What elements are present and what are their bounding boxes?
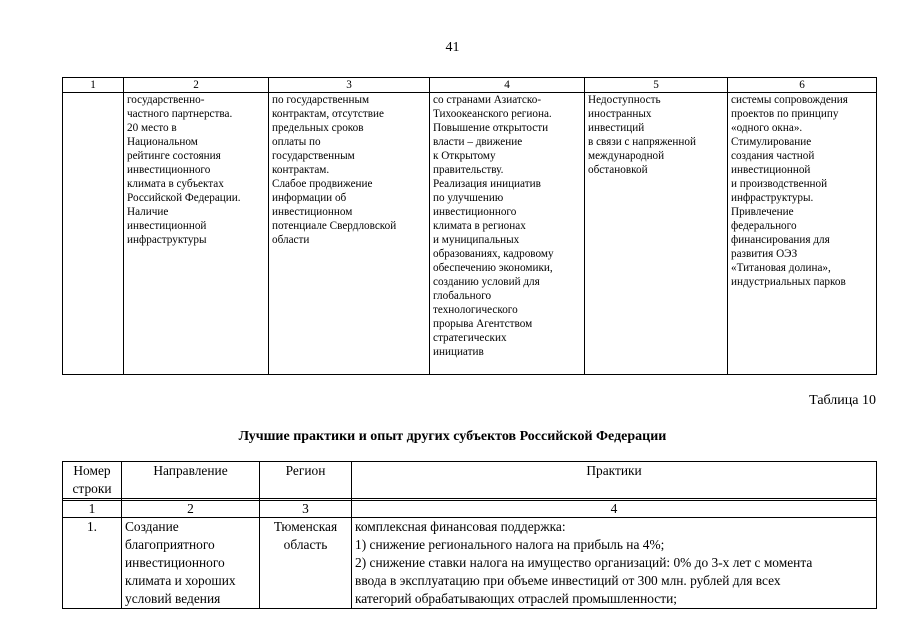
practices-table [62,461,877,609]
continued-table-header [63,78,877,93]
row-direction: Создание благоприятного инвестиционного климата и хороших условий ведения [122,518,260,609]
row-region: Тюменская область [260,518,352,609]
col-number-1: 1 [63,78,124,93]
practices-col-number-4: 4 [352,501,877,518]
cell-col-5: Недоступность иностранных инвестиций в связи с напряженной международной обстановкой [585,93,728,375]
header-direction: Направление [122,462,260,499]
row-practice: комплексная финансовая поддержка: 1) снижение регионального налога на прибыль на 4%; 2) снижение ставки налога на имущество организаций: 0% до 3-х лет с момента ввода в эксплуатацию при объеме инвестиций от 300 млн. рублей для всех категорий обрабатывающих отраслей промышленности; [352,518,877,609]
practices-col-number-2: 2 [122,501,260,518]
col-number-6: 6 [728,78,877,93]
cell-col-4: со странами Азиатско- Тихоокеанского региона. Повышение открытости власти – движение к Открытому правительству. Реализация инициатив по улучшению инвестиционного климата в регионах и муниципальных образованиях, кадровому обеспечению экономики, созданию условий для глобального технологического прорыва Агентством стратегических инициатив [430,93,585,375]
table-row [63,93,877,375]
practices-col-number-3: 3 [260,501,352,518]
row-number: 1. [63,518,122,609]
col-number-3: 3 [269,78,430,93]
table-row [63,518,877,609]
cell-col-6: системы сопровождения проектов по принципу «одного окна». Стимулирование создания частной инвестиционной и производственной инфраструктуры. Привлечение федерального финансирования для развития ОЭЗ «Титановая долина», индустриальных парков [728,93,877,375]
table-title: Лучшие практики и опыт других субъектов Российской Федерации [238,429,667,444]
practices-column-numbers [63,501,877,518]
header-row-number: Номер строки [63,462,122,499]
practices-col-number-1: 1 [63,501,122,518]
col-number-5: 5 [585,78,728,93]
header-practices: Практики [352,462,877,499]
table-caption: Таблица 10 [809,393,876,408]
header-region: Регион [260,462,352,499]
page-number: 41 [445,40,460,55]
cell-col-2: государственно- частного партнерства. 20 место в Национальном рейтинге состояния инвестиционного климата в субъектах Российской Федерации. Наличие инвестиционной инфраструктуры [124,93,269,375]
practices-table-header [63,462,877,499]
col-number-2: 2 [124,78,269,93]
cell-col-3: по государственным контрактам, отсутствие предельных сроков оплаты по государственным контрактам. Слабое продвижение информации об инвестиционном потенциале Свердловской области [269,93,430,375]
col-number-4: 4 [430,78,585,93]
continued-table [62,77,877,375]
cell-col-1 [63,93,124,375]
